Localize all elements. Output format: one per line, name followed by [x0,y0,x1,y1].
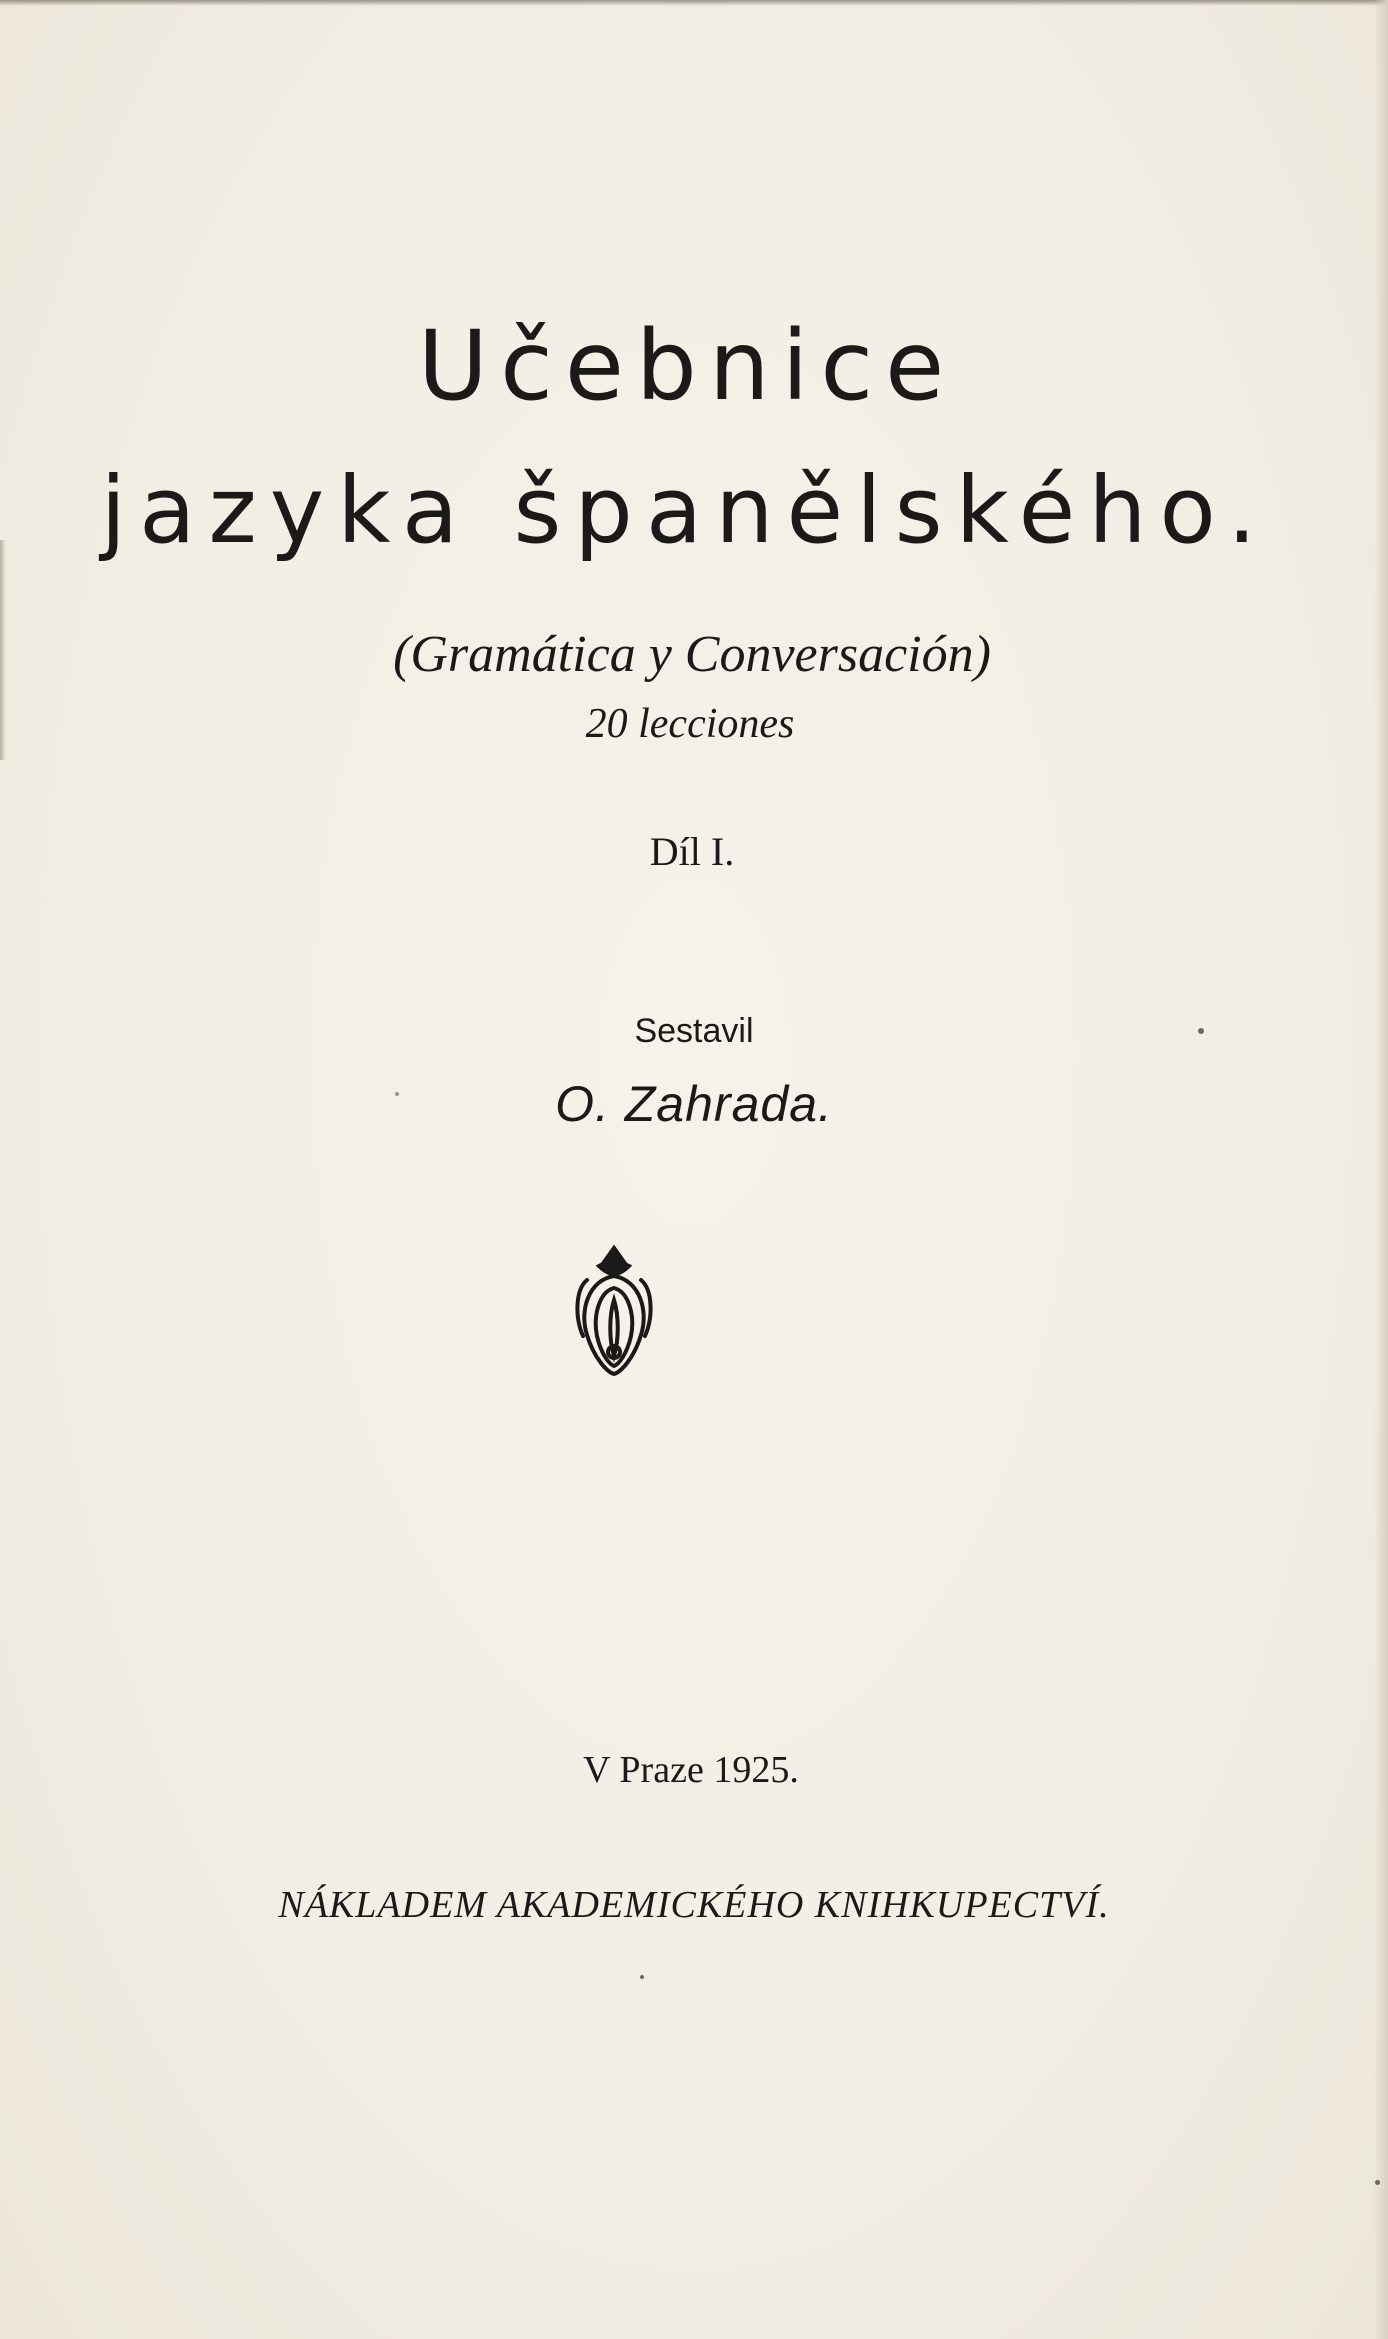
paper-speck [1375,2180,1380,2185]
paper-speck [1198,1028,1204,1034]
page-top-edge [0,0,1388,6]
subtitle: (Gramática y Conversación) [393,626,991,683]
volume-part: Díl I. [649,829,735,874]
paper-speck [640,1975,644,1979]
title-line-2: jazyka španělského. [100,457,1270,564]
lessons-count: 20 lecciones [585,701,795,747]
compiled-by-label: Sestavil [634,1012,754,1050]
place-and-year: V Praze 1925. [583,1749,799,1791]
author-name: O. Zahrada. [555,1076,833,1132]
floral-vignette-icon [569,1240,659,1380]
paper-speck [395,1092,399,1096]
publisher: NÁKLADEM AKADEMICKÉHO KNIHKUPECTVÍ. [278,1884,1110,1926]
title-line-1: Učebnice [417,310,957,422]
